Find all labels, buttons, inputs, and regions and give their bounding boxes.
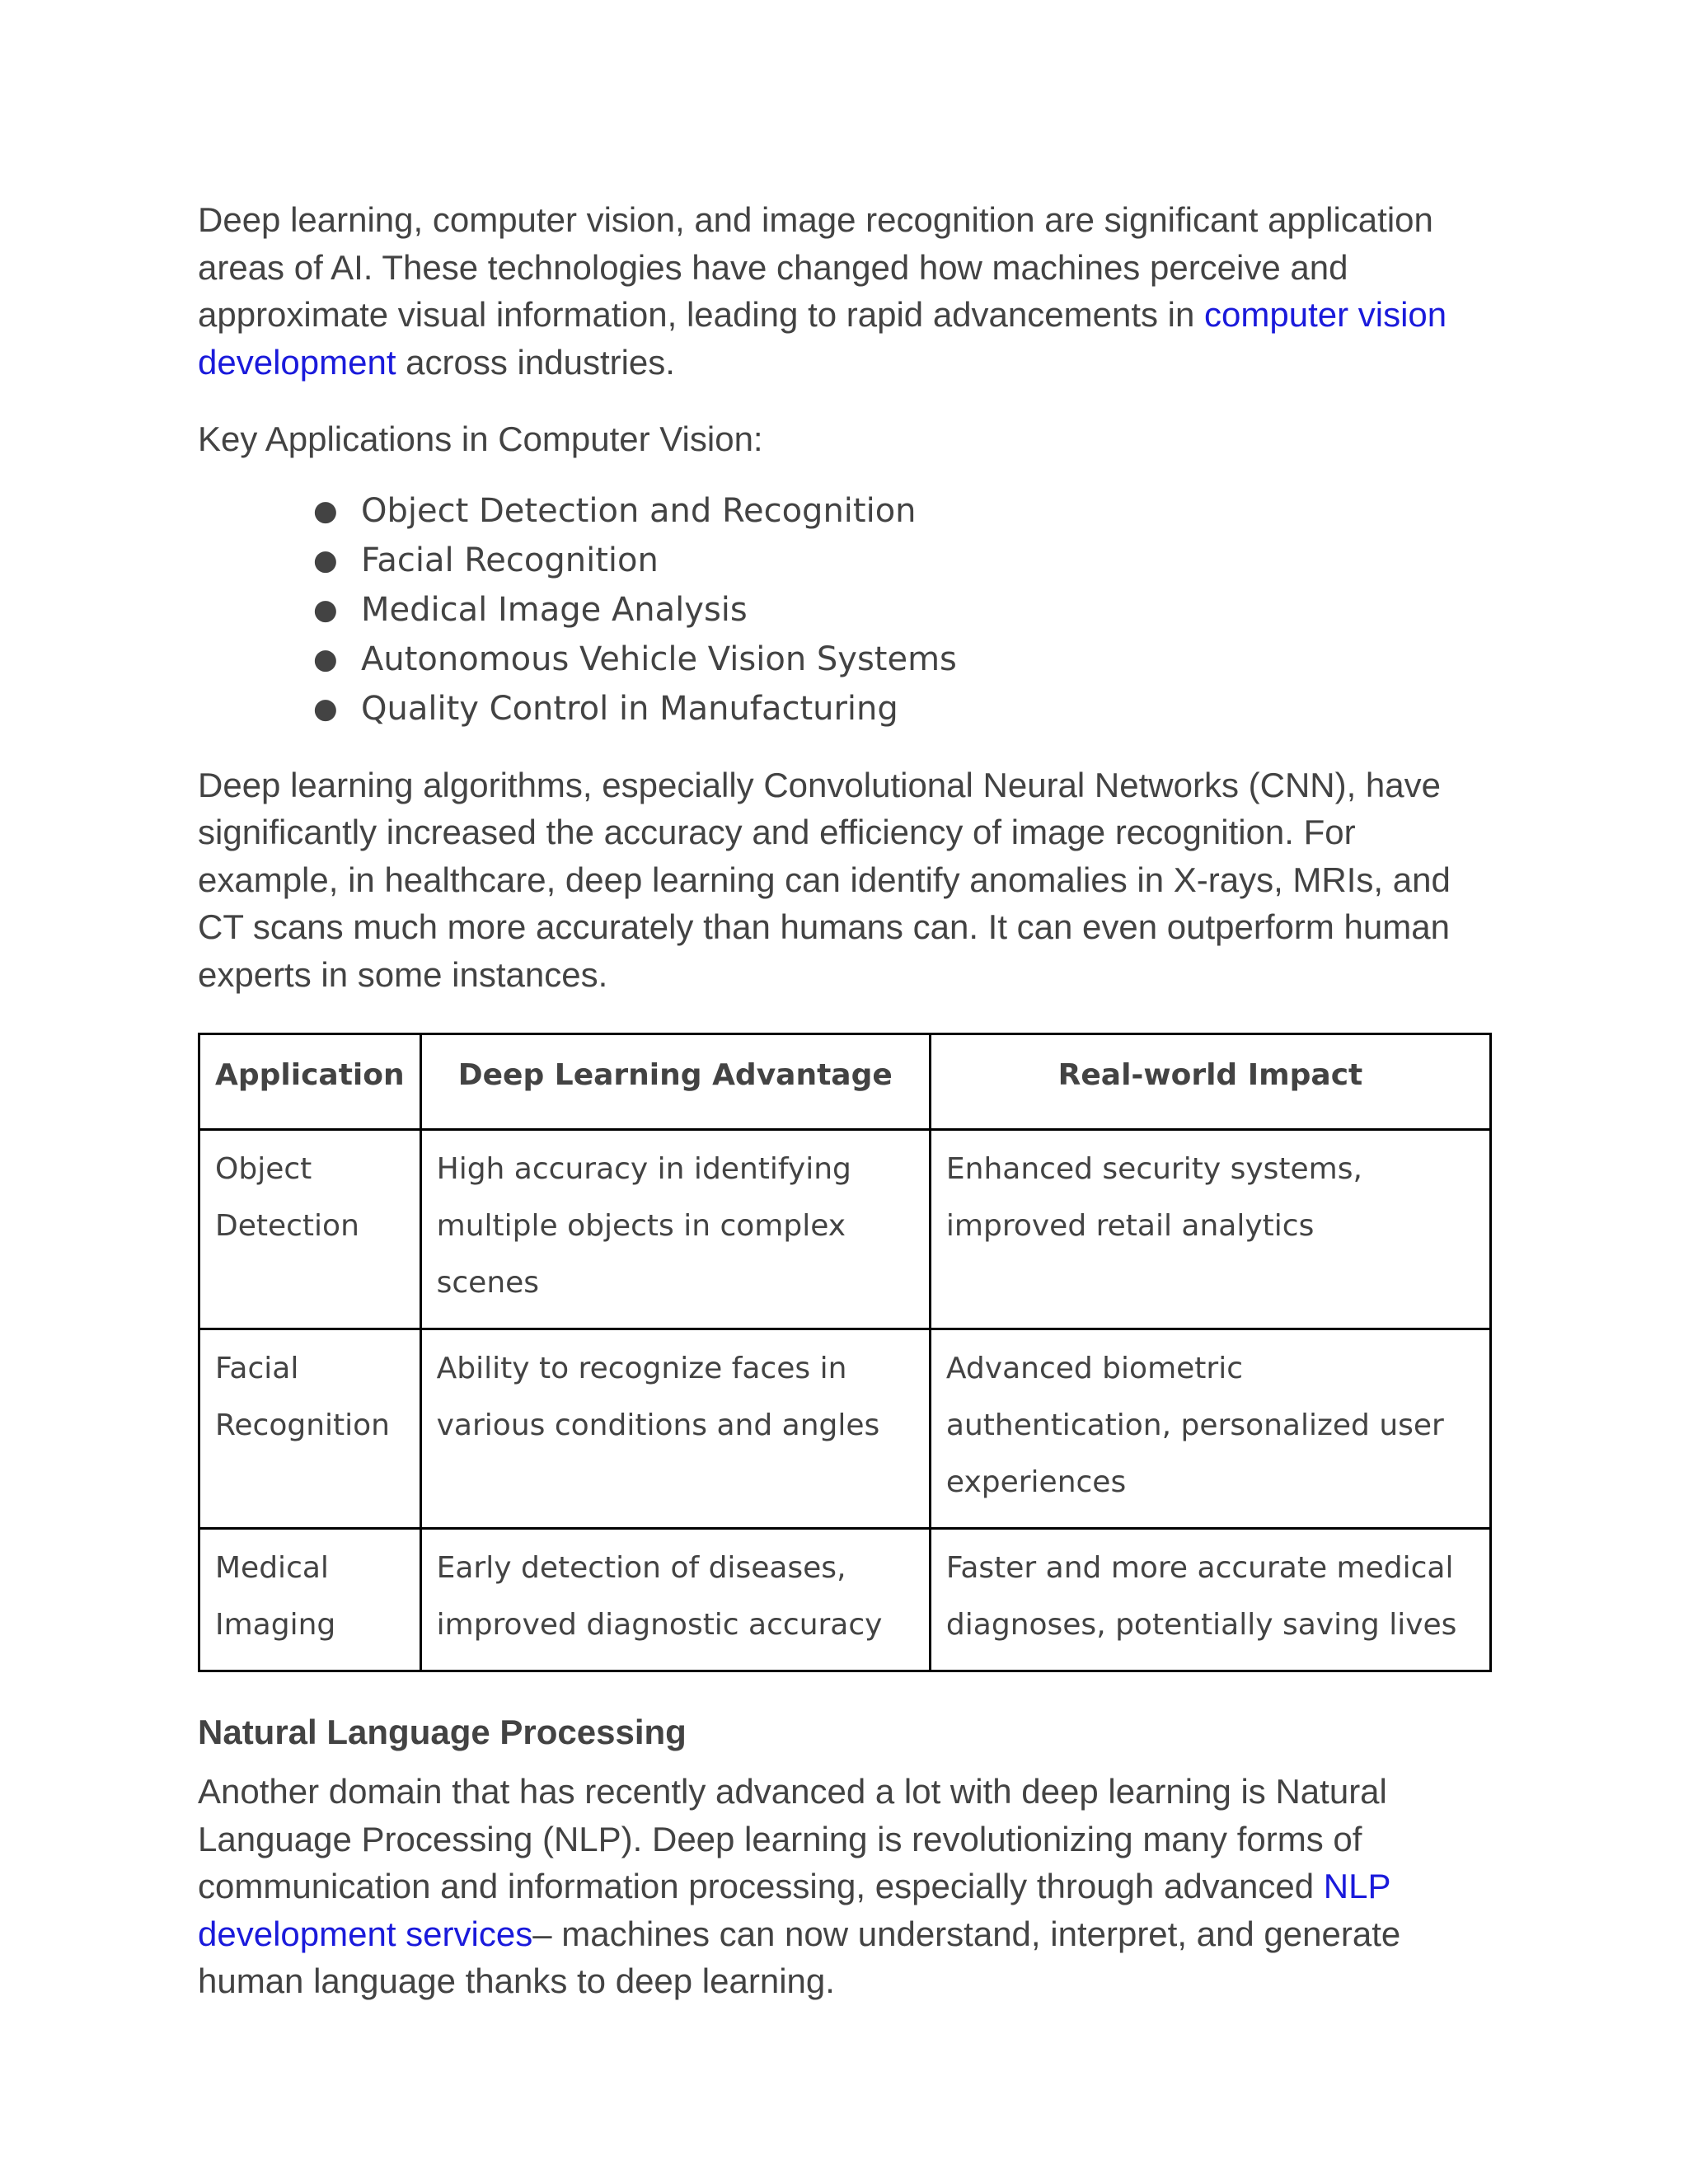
- table-row: [199, 1329, 1491, 1529]
- table-cell-advantage: High accuracy in identifying multiple objects in complex scenes: [420, 1130, 930, 1329]
- header-deep-learning-advantage: Deep Learning Advantage: [420, 1034, 930, 1130]
- intro-paragraph: [198, 196, 1492, 386]
- key-applications-heading: Key Applications in Computer Vision:: [198, 419, 763, 458]
- intro-text: Deep learning, computer vision, and image recognition are significant application areas of AI. These technologies have changed how machines perceive and approximate visual information, leading to rapid advancements in: [198, 200, 1433, 334]
- nlp-text: Another domain that has recently advanced a lot with deep learning is Natural Language Processing (NLP). Deep learning is revolutionizing many forms of communication and information processing, especially through advanced: [198, 1772, 1387, 1905]
- list-item: [313, 684, 1492, 733]
- list-item-text: Medical Image Analysis: [361, 590, 748, 629]
- nlp-paragraph: [198, 1768, 1492, 2005]
- list-item-text: Facial Recognition: [361, 541, 659, 579]
- intro-text-end: across industries.: [396, 342, 675, 382]
- nlp-heading: Natural Language Processing: [198, 1713, 687, 1751]
- table-cell-advantage: Ability to recognize faces in various conditions and angles: [420, 1329, 930, 1529]
- table-cell-application: Facial Recognition: [199, 1329, 421, 1529]
- table-cell-impact: Enhanced security systems, improved retail analytics: [930, 1130, 1490, 1329]
- bullet-icon: ●: [313, 543, 338, 577]
- table-cell-impact: Faster and more accurate medical diagnoses, potentially saving lives: [930, 1529, 1490, 1671]
- table-cell-advantage: Early detection of diseases, improved diagnostic accuracy: [420, 1529, 930, 1671]
- nlp-text-end: – machines can now understand, interpret, and generate human language thanks to deep learning.: [198, 1914, 1401, 2000]
- list-item: [313, 635, 1492, 684]
- bullet-icon: ●: [313, 691, 338, 725]
- table-header-row: [199, 1034, 1491, 1130]
- header-application: Application: [199, 1034, 421, 1130]
- applications-table: [198, 1033, 1492, 1672]
- header-real-world-impact: Real-world Impact: [930, 1034, 1490, 1130]
- list-item: [313, 486, 1492, 536]
- bullet-icon: ●: [313, 494, 338, 527]
- table-cell-application: Object Detection: [199, 1130, 421, 1329]
- bullet-icon: ●: [313, 642, 338, 676]
- table-row: [199, 1529, 1491, 1671]
- document-page: [198, 196, 1492, 2005]
- key-applications-list: [198, 486, 1492, 733]
- list-item-text: Autonomous Vehicle Vision Systems: [361, 640, 957, 678]
- nlp-development-services-link[interactable]: NLP development services: [198, 1867, 1390, 1953]
- table-cell-application: Medical Imaging: [199, 1529, 421, 1671]
- bullet-icon: ●: [313, 593, 338, 626]
- computer-vision-development-link[interactable]: computer vision development: [198, 295, 1447, 382]
- table-cell-impact: Advanced biometric authentication, personalized user experiences: [930, 1329, 1490, 1529]
- table-row: [199, 1130, 1491, 1329]
- list-item-text: Object Detection and Recognition: [361, 491, 917, 530]
- list-item: [313, 585, 1492, 635]
- list-item-text: Quality Control in Manufacturing: [361, 689, 898, 728]
- cnn-paragraph: Deep learning algorithms, especially Convolutional Neural Networks (CNN), have significantly increased the accuracy and efficiency of image recognition. For example, in healthcare, deep learning can identify anomalies in X-rays, MRIs, and CT scans much more accurately than humans can. It can even outperform human experts in some instances.: [198, 765, 1451, 994]
- list-item: [313, 536, 1492, 585]
